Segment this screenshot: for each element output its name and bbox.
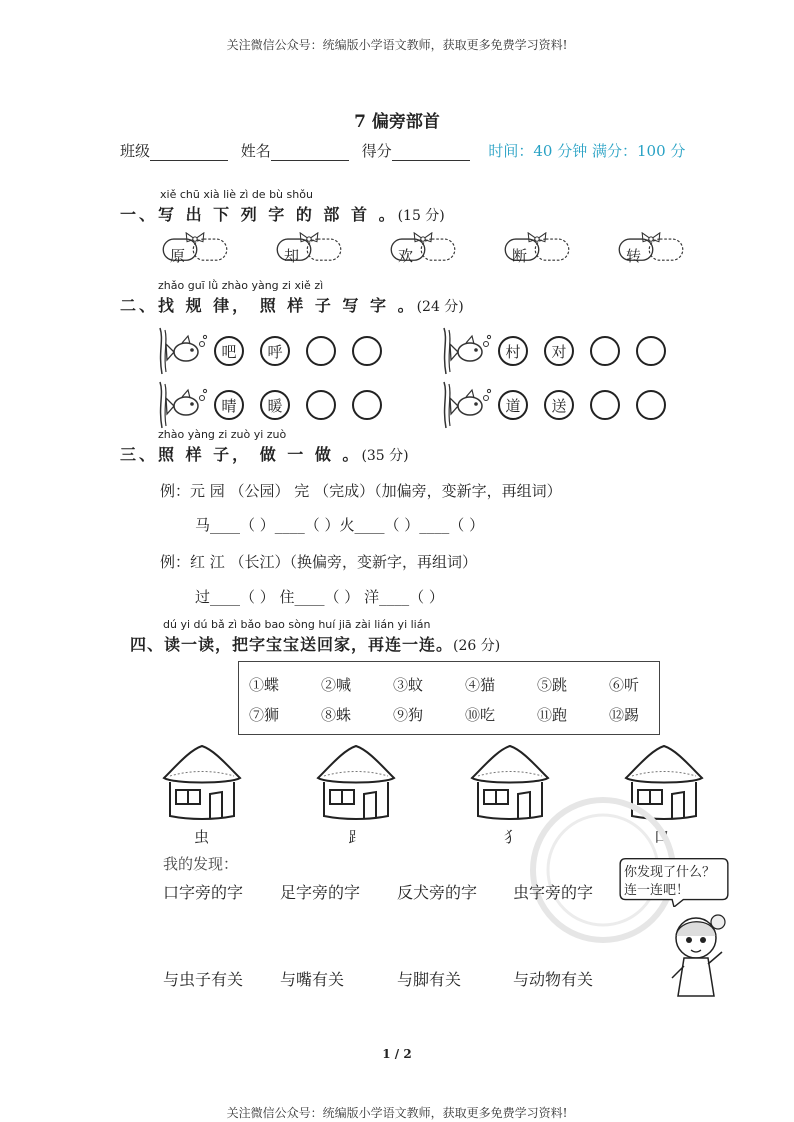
char-item: ⑨狗 (393, 706, 424, 724)
house-label: 虫 (194, 828, 210, 846)
time-note: 时间：40 分钟 满分：100 分 (488, 142, 686, 160)
page-number: 1 / 2 (382, 1047, 412, 1061)
radical-option[interactable]: 反犬旁的字 (397, 883, 478, 902)
fish-row (156, 326, 283, 380)
meaning-option[interactable]: 与嘴有关 (280, 970, 345, 989)
student-info (120, 140, 685, 161)
bubble-text (624, 864, 715, 900)
s3-example-1: 例：元 园 （公园） 完 （完成）（加偏旁，变新字，再组词） (160, 482, 562, 500)
fish-icon (440, 326, 492, 376)
s3-answer-row-2[interactable]: 过____（ ） 住____（ ） 洋____（ ） (195, 588, 444, 606)
score-label: 得分 (361, 142, 392, 160)
s4-title-text: 四、读一读，把字宝宝送回家，再连一连。 (130, 635, 454, 654)
answer-circle[interactable] (590, 336, 620, 366)
s1-title-text: 一、写 出 下 列 字 的 部 首 。 (120, 205, 398, 224)
s4-pinyin: dú yi dú bǎ zì bǎo bao sòng huí jiā zài lián yi lián (163, 618, 431, 631)
s3-score: (35 分) (361, 448, 409, 464)
s1-char: 原 (170, 247, 186, 265)
char-item: ⑦狮 (249, 706, 280, 724)
s1-char: 断 (512, 247, 528, 265)
s2-score: (24 分) (416, 299, 464, 315)
meaning-option[interactable]: 与动物有关 (513, 970, 594, 989)
s1-char: 欢 (398, 247, 414, 265)
radical-option[interactable]: 口字旁的字 (163, 883, 244, 902)
char-item: ④猫 (465, 676, 496, 694)
char-item: ⑩吃 (465, 706, 496, 724)
char-item: ⑥听 (609, 676, 640, 694)
class-blank[interactable] (150, 146, 228, 161)
s1-char: 转 (626, 247, 642, 265)
answer-circle[interactable] (636, 390, 666, 420)
house-label: 口 (654, 828, 670, 846)
char-circle: 晴 (214, 390, 244, 420)
s3-answer-row-1[interactable]: 马____（ ）____（ ）火____（ ）____（ ） (195, 516, 485, 534)
house-label: 犭 (504, 828, 520, 846)
bow-item (386, 232, 460, 266)
header-note: 关注微信公众号：统编版小学语文教师，获取更多免费学习资料! (226, 38, 568, 52)
s3-example-2: 例：红 江 （长江）（换偏旁，变新字，再组词） (160, 553, 478, 571)
answer-circle[interactable] (636, 336, 666, 366)
fish-row (440, 380, 567, 434)
answer-circle[interactable] (352, 390, 382, 420)
char-item: ⑫踢 (609, 706, 640, 724)
class-label: 班级 (120, 142, 151, 160)
character-box (238, 661, 660, 735)
char-circle: 暖 (260, 390, 290, 420)
bubble-line: 你发现了什么？ (624, 865, 716, 880)
char-circle: 吧 (214, 336, 244, 366)
s1-pinyin: xiě chū xià liè zì de bù shǒu (160, 188, 313, 201)
girl-illustration-icon (664, 908, 734, 1000)
char-circle: 送 (544, 390, 574, 420)
discovery-label: 我的发现： (163, 855, 239, 873)
s4-title (130, 632, 500, 655)
s3-title-text: 三、照 样 子， 做 一 做 。 (120, 445, 362, 464)
char-circle: 对 (544, 336, 574, 366)
s1-char: 却 (284, 247, 300, 265)
s3-pinyin: zhào yàng zi zuò yi zuò (158, 428, 287, 441)
s1-title (120, 202, 445, 225)
name-label: 姓名 (240, 142, 271, 160)
char-item: ①蝶 (249, 676, 280, 694)
footer-note: 关注微信公众号：统编版小学语文教师，获取更多免费学习资料! (226, 1106, 568, 1120)
bow-item (500, 232, 574, 266)
char-item: ⑤跳 (537, 676, 568, 694)
char-item: ②喊 (321, 676, 352, 694)
char-circle: 村 (498, 336, 528, 366)
bow-item (158, 232, 232, 266)
answer-circle[interactable] (590, 390, 620, 420)
house-label: ⻊ (348, 828, 364, 846)
fish-icon (440, 380, 492, 430)
char-item: ③蚊 (393, 676, 424, 694)
s2-title-text: 二、找 规 律， 照 样 子 写 字 。 (120, 296, 417, 315)
fish-row (440, 326, 567, 380)
s3-title (120, 442, 409, 465)
fish-icon (156, 326, 208, 376)
fish-row (156, 380, 283, 434)
house (160, 744, 244, 826)
char-circle: 呼 (260, 336, 290, 366)
page-title: 7 偏旁部首 (354, 112, 440, 132)
s4-score: (26 分) (453, 638, 501, 654)
char-item: ⑪跑 (537, 706, 568, 724)
char-circle: 道 (498, 390, 528, 420)
answer-circle[interactable] (352, 336, 382, 366)
name-blank[interactable] (271, 146, 349, 161)
s2-pinyin: zhǎo guī lǜ zhào yàng zi xiě zì (158, 279, 324, 292)
bow-item (272, 232, 346, 266)
radical-option[interactable]: 虫字旁的字 (513, 883, 594, 902)
radical-option[interactable]: 足字旁的字 (280, 883, 361, 902)
house-icon (314, 744, 398, 822)
s2-title (120, 293, 464, 316)
bubble-line: 连一连吧！ (624, 883, 690, 898)
meaning-option[interactable]: 与脚有关 (397, 970, 462, 989)
answer-circle[interactable] (306, 336, 336, 366)
char-item: ⑧蛛 (321, 706, 352, 724)
house-icon (160, 744, 244, 822)
answer-circle[interactable] (306, 390, 336, 420)
meaning-option[interactable]: 与虫子有关 (163, 970, 244, 989)
s1-score: (15 分) (397, 208, 445, 224)
bow-item (614, 232, 688, 266)
house (314, 744, 398, 826)
score-blank[interactable] (392, 146, 470, 161)
fish-icon (156, 380, 208, 430)
